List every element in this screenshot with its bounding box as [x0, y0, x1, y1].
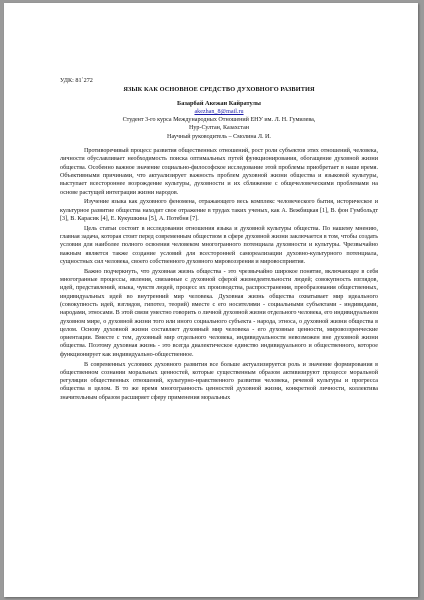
udk-code: УДК: 81`272	[60, 77, 93, 84]
paragraph-1: Противоречивый процесс развития общественных отношений, рост роли субъектов этих отношений, человека, личности обуславливает необходимость поиска оптимальных путей функционирования, обогащение духовной жизни общества. Особенно важное значение социально-философское исследование этой проблемы приобретает в наше время. Объективными причинами, что актуализирует важность проблем духовной жизни общества и языковой культуры, выступает всестороннее возрождение культуры, духовности и их сближение с общечеловеческими проблемами на основе растущей интеграции жизни народов.	[60, 148, 378, 196]
article-title: ЯЗЫК КАК ОСНОВНОЕ СРЕДСТВО ДУХОВНОГО РАЗВИТИЯ	[123, 86, 315, 94]
document-page	[4, 3, 418, 597]
paragraph-3: Цель статьи состоит в исследовании отношения языка и духовной культуры общества. По нашему мнению, главная задача, которая стоит перед современным обществом в сфере духовной жизни заключается в том, чтобы создать условия для наиболее полного освоения человеком многогранного потенциала духовности и культуры. Чрезвычайно важным является также создание условий для всесторонней самореализации духовно-культурного потенциала, сущностных сил человека, своего собственного духовного мировоззрения и мировосприятия.	[60, 225, 378, 265]
paragraph-5: В современных условиях духовного развития все больше актуализируется роль и значение формирования в общественном сознании моральных ценностей, которые существенным образом активизируют процессе моральной регуляции общественных отношений, культурно-нравственного развития человека, речевой культуры и прогресса общества в целом. В то же время многогранность ценностей духовной жизни, конкретной личности, коллектива значительным образом расширяет сферу применения моральных	[60, 361, 378, 401]
supervisor-line: Научный руководитель – Смолина Л. И.	[167, 133, 271, 140]
article-body	[60, 77, 378, 403]
author-affiliation: Студент 3-го курса Международных Отношений ЕНУ им. Л. Н. Гумилева,	[122, 117, 316, 124]
paragraph-4: Важно подчеркнуть, что духовная жизнь общества - это чрезвычайно широкое понятие, включающее в себя многогранные процессы, явления, связанные с духовной сферой жизнедеятельности людей; совокупность взглядов, идей, представлений, языка, чувств людей, процесс их производства, распространения, преобразования общественных, индивидуальных идей во внутренний мир человека. Духовная жизнь общества охватывает мир идеального (совокупность идей, взглядов, гипотез, теорий) вместе с его носителями - социальными субъектами - индивидами, народами, этносами. В этой связи уместно говорить о личной духовной жизни отдельного человека, его индивидуальном духовном мире, о духовной жизни того или иного социального субъекта - народа, этноса, о духовной жизни общества в целом. Основу духовной жизни составляет духовный мир человека - его духовные ценности, мировоззренческие ориентации. Вместе с тем, духовный мир отдельного человека, индивидуальности невозможен вне духовной жизни общества. Поэтому духовная жизнь - это всегда диалектическое единство индивидуального и общественного, которое функционирует как индивидуально-общественное.	[60, 268, 378, 358]
author-name: Базарбай Акежан Кайратулы	[177, 99, 261, 107]
author-location: Нур-Султан, Казахстан	[188, 125, 250, 132]
author-email-link[interactable]: akezhan_8@mail.ru	[194, 108, 244, 115]
paragraph-2: Изучение языка как духовного феномена, отражающего весь комплекс человеческого бытия, историческое и культурное развитие общества находит свое отражение в трудах таких ученых, как А. Вежбицкая [1], В. фон Гумбольдт [3], В. Карасик [4], Е. Кукушкина [5], А. Потебня [7].	[60, 199, 378, 222]
